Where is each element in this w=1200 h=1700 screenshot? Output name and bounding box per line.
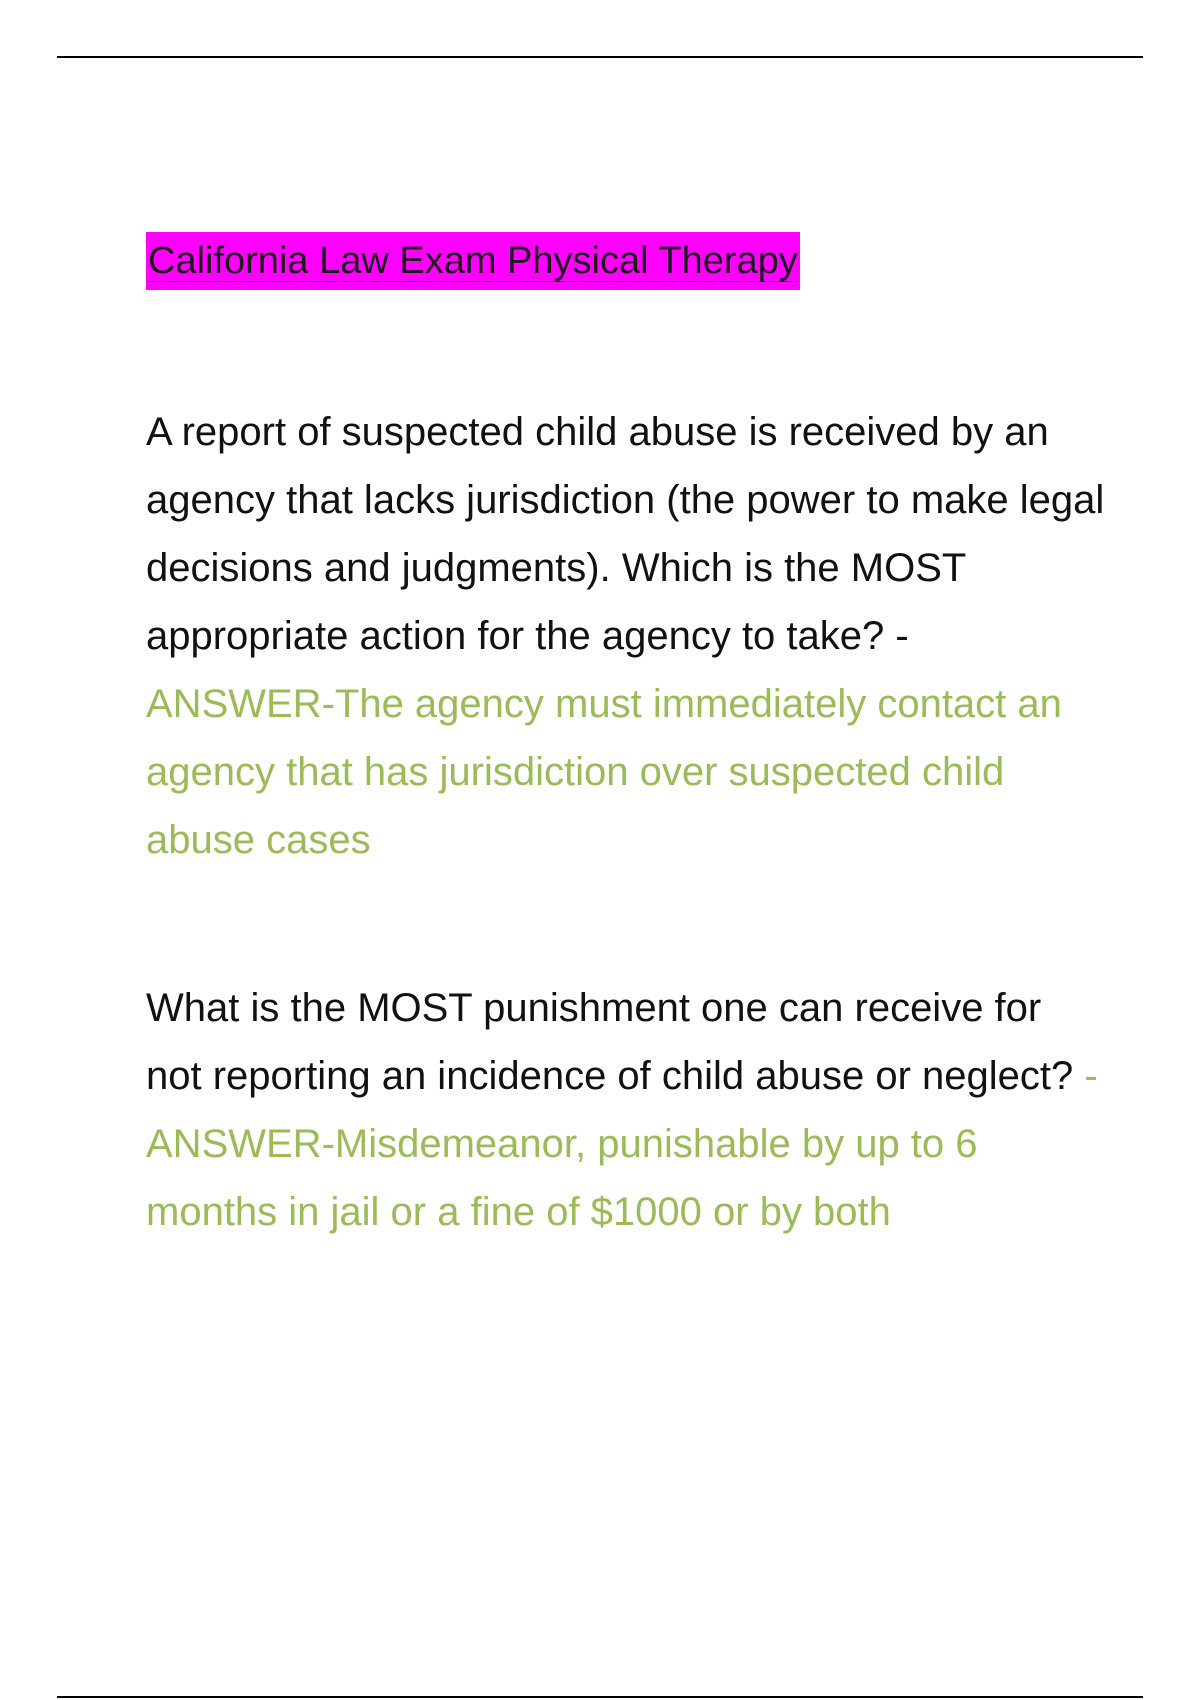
- question-1: A report of suspected child abuse is received by an agency that lacks jurisdiction (the power to make legal decisions and judgments). Which is the MOST appropriate action for the agency to take? -: [146, 410, 1105, 658]
- answer-2: - ANSWER-Misdemeanor, punishable by up to 6 months in jail or a fine of $1000 or by both: [146, 1054, 1098, 1234]
- header-rule: [57, 56, 1143, 58]
- document-title: California Law Exam Physical Therapy: [146, 232, 800, 290]
- document-body: [146, 232, 1106, 1246]
- title-wrapper: [146, 232, 1106, 290]
- answer-1: ANSWER-The agency must immediately contact an agency that has jurisdiction over suspected child abuse cases: [146, 682, 1062, 862]
- qa-item-2: [146, 974, 1106, 1246]
- qa-item-1: [146, 398, 1106, 874]
- question-2: What is the MOST punishment one can receive for not reporting an incidence of child abuse or neglect?: [146, 986, 1085, 1098]
- footer-rule: [57, 1696, 1143, 1698]
